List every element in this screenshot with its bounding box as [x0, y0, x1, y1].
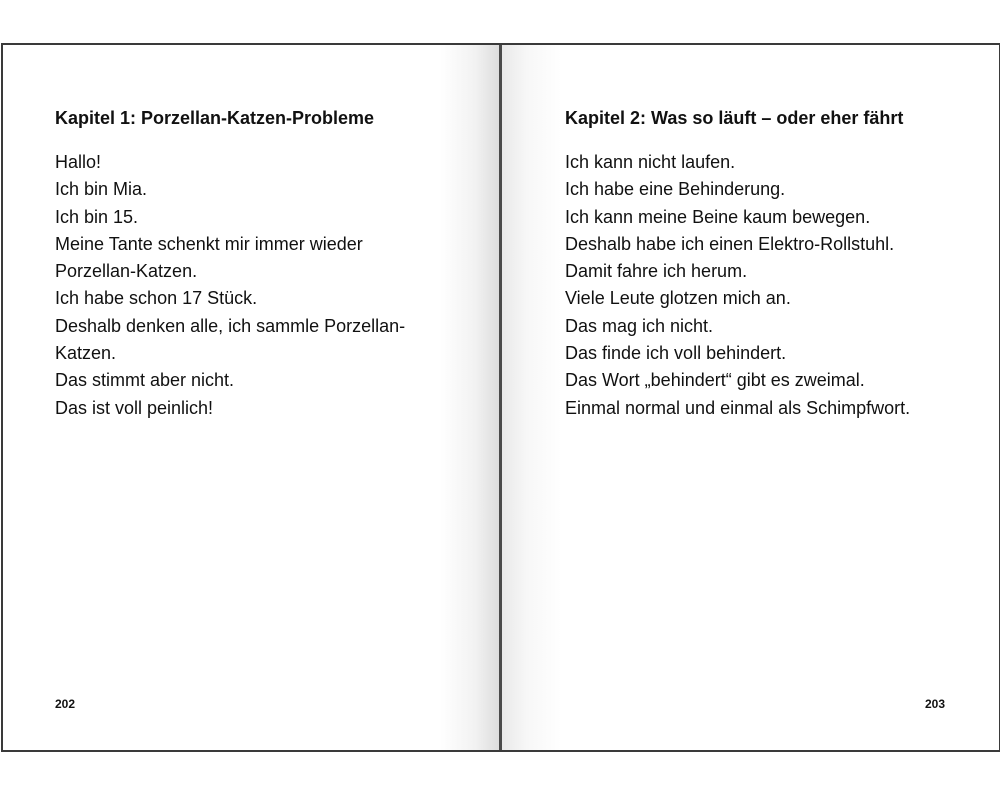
text-line: Ich bin Mia. — [55, 179, 148, 200]
text-line: Einmal normal und einmal als Schimpfwort. — [565, 397, 911, 418]
text-line: Das stimmt aber nicht. — [55, 370, 235, 391]
text-line: Meine Tante schenkt mir immer wieder — [55, 233, 363, 254]
text-line: Viele Leute glotzen mich an. — [565, 288, 791, 309]
text-line: Das Wort „behindert“ gibt es zweimal. — [565, 370, 865, 391]
text-line: Deshalb denken alle, ich sammle Porzellan- — [55, 315, 406, 336]
page-number: 202 — [55, 697, 76, 711]
text-line: Ich kann meine Beine kaum bewegen. — [565, 206, 871, 227]
right-page — [502, 45, 999, 750]
text-line: Das mag ich nicht. — [565, 315, 714, 336]
chapter-text — [565, 149, 910, 422]
chapter-text — [55, 149, 405, 422]
text-line: Das finde ich voll behindert. — [565, 343, 787, 364]
text-line: Ich habe eine Behinderung. — [565, 179, 786, 200]
left-page — [3, 45, 500, 750]
text-line: Ich habe schon 17 Stück. — [55, 288, 258, 309]
text-line: Das ist voll peinlich! — [55, 397, 214, 418]
text-line: Ich kann nicht laufen. — [565, 152, 736, 172]
page-number: 203 — [925, 697, 946, 711]
text-line: Katzen. — [55, 343, 117, 364]
text-line: Deshalb habe ich einen Elektro-Rollstuhl. — [565, 233, 895, 254]
text-line: Ich bin 15. — [55, 206, 139, 227]
chapter-title: Kapitel 2: Was so läuft – oder eher fährt — [565, 108, 904, 128]
text-line: Hallo! — [55, 152, 102, 172]
text-line: Porzellan-Katzen. — [55, 261, 198, 282]
book-spread — [1, 43, 1000, 752]
chapter-title: Kapitel 1: Porzellan-Katzen-Probleme — [55, 108, 375, 128]
text-line: Damit fahre ich herum. — [565, 261, 748, 282]
